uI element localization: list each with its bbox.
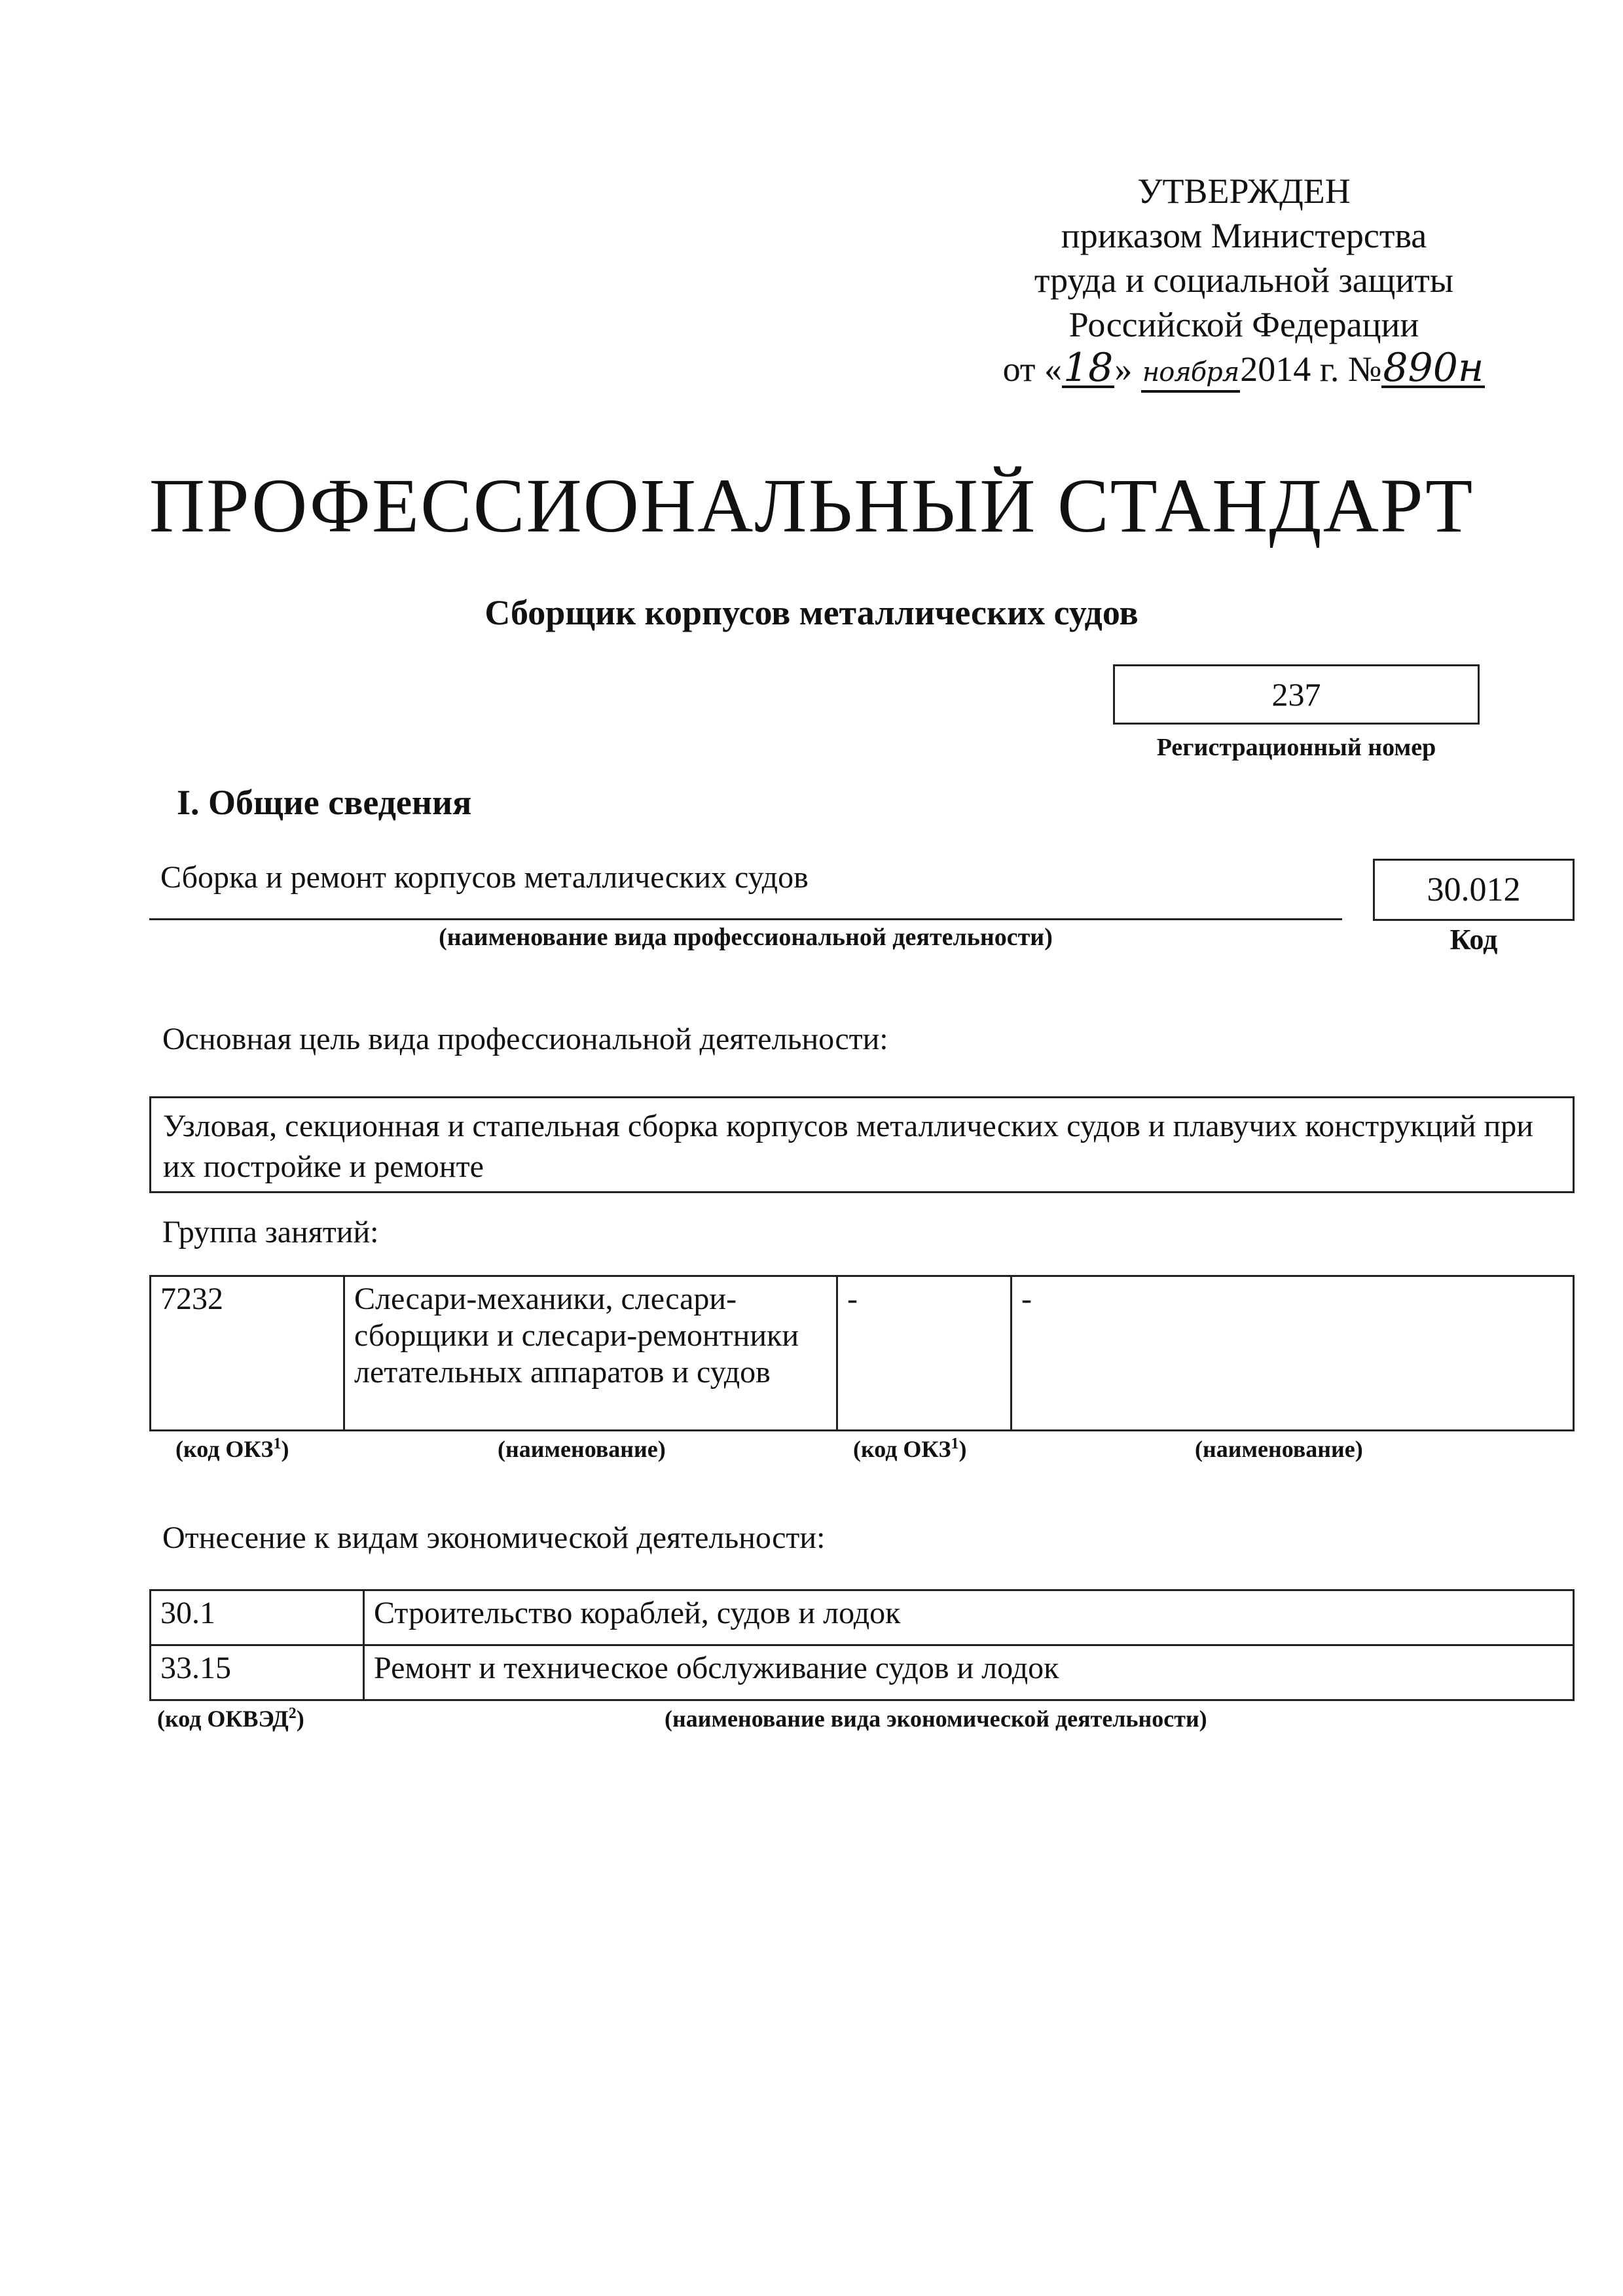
occupation-group-label: Группа занятий: (162, 1215, 379, 1249)
okz-name2-cell: - (1012, 1276, 1574, 1431)
economic-activity-label: Отнесение к видам экономической деятельности: (162, 1520, 826, 1555)
date-prefix: от « (1002, 350, 1062, 389)
okved-code-cell: 30.1 (151, 1590, 364, 1645)
activity-name: Сборка и ремонт корпусов металлических судов (160, 860, 809, 895)
activity-code-label: Код (1450, 924, 1498, 956)
goal-label: Основная цель вида профессиональной деятельности: (162, 1022, 888, 1056)
date-mid: » (1114, 350, 1133, 389)
approval-ministry-line: труда и социальной защиты (1034, 260, 1454, 300)
approval-federation-line: Российской Федерации (1068, 305, 1419, 344)
document-title: ПРОФЕССИОНАЛЬНЫЙ СТАНДАРТ (149, 463, 1474, 548)
activity-code-box: 30.012 (1373, 859, 1575, 921)
order-number-handwritten: 890н (1383, 345, 1484, 391)
date-month-handwritten: ноября (1141, 355, 1240, 393)
okz-code-caption: (код ОКЗ$^1$) (175, 1435, 289, 1462)
section-heading: I. Общие сведения (177, 783, 472, 822)
date-year: 2014 г. № (1240, 350, 1382, 389)
occupation-group-table (149, 1275, 1575, 1431)
okz-code-cell: 7232 (151, 1276, 344, 1431)
okved-name-cell: Строительство кораблей, судов и лодок (364, 1590, 1574, 1645)
okz-code2-caption: (код ОКЗ$^1$) (853, 1435, 967, 1462)
approval-block (917, 169, 1571, 393)
table-row (151, 1645, 1574, 1700)
approval-order-line: приказом Министерства (1061, 216, 1427, 255)
activity-underline (149, 918, 1342, 920)
approval-date-line (917, 347, 1571, 393)
economic-activity-table (149, 1589, 1575, 1701)
okz-code2-cell: - (837, 1276, 1012, 1431)
okz-name-cell: Слесари-механики, слесари-сборщики и слесари-ремонтники летательных аппаратов и судов (344, 1276, 837, 1431)
approval-title: УТВЕРЖДЕН (1137, 171, 1351, 211)
activity-caption: (наименование вида профессиональной деятельности) (439, 924, 1053, 951)
registration-number-label: Регистрационный номер (1156, 734, 1436, 761)
okved-name-caption: (наименование вида экономической деятельности) (665, 1706, 1207, 1732)
table-row (151, 1590, 1574, 1645)
document-subtitle: Сборщик корпусов металлических судов (484, 593, 1139, 632)
goal-text-box: Узловая, секционная и стапельная сборка корпусов металлических судов и плавучих конструкций при их постройке и ремонте (149, 1096, 1575, 1193)
okz-name-caption: (наименование) (498, 1436, 666, 1462)
okz-name2-caption: (наименование) (1195, 1436, 1363, 1462)
table-row (151, 1276, 1574, 1431)
okved-code-cell: 33.15 (151, 1645, 364, 1700)
okved-name-cell: Ремонт и техническое обслуживание судов и лодок (364, 1645, 1574, 1700)
registration-number-box: 237 (1113, 664, 1480, 725)
okved-code-caption: (код ОКВЭД$^2$) (157, 1705, 304, 1732)
date-day-handwritten: 18 (1063, 345, 1114, 391)
